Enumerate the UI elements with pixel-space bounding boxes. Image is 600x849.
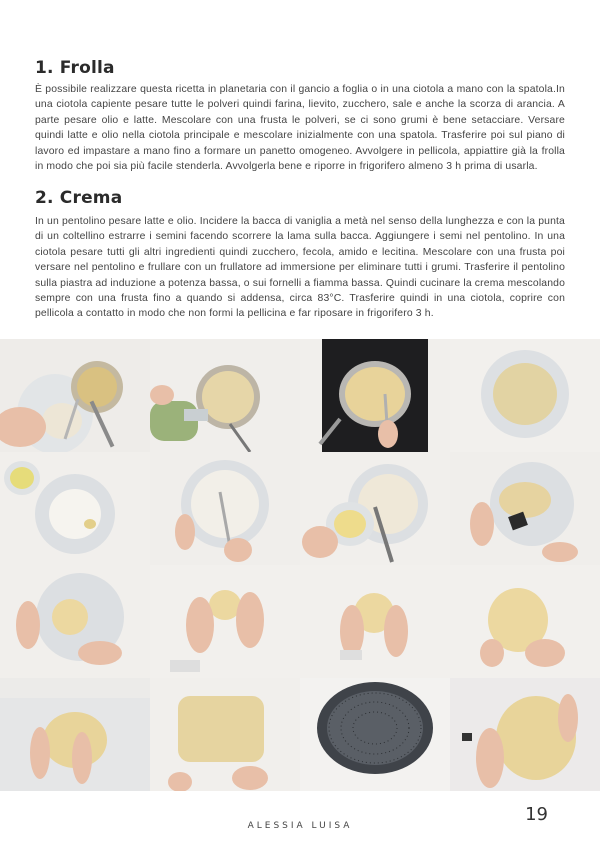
photo-flour-in-bowl bbox=[0, 452, 150, 565]
photo-flattening-dough bbox=[450, 565, 600, 678]
author-name: ALESSIA LUISA bbox=[247, 821, 353, 831]
photo-wrapped-dough bbox=[150, 678, 300, 791]
photo-kneading-in-bowl bbox=[0, 565, 150, 678]
photo-pouring-liquids bbox=[300, 452, 450, 565]
photo-whisking-in-saucepan bbox=[0, 339, 150, 452]
photo-cream-in-bowl bbox=[450, 339, 600, 452]
section-title-crema: 2. Crema bbox=[35, 188, 123, 208]
section-body-frolla: È possibile realizzare questa ricetta in planetaria con il gancio a foglia o in una ciotola a mano con la spatola.In una ciotola capiente pesare tutte le polveri quindi farina, lievito, zucchero, sale e anche la scorza di arancia. A parte pesare olio e latte. Mescolare con una frusta le polveri, se ci sono grumi è bene setacciare. Versare quindi latte e olio nella ciotola principale e mescolare inizialmente con una spatola. Trasferire poi sul piano di lavoro ed impastare a mano fino a formare un panetto omogeneo. Avvolgere in pellicola, appiattire già la frolla in modo che poi sia più facile stenderla. Avvolgerla bene e riporre in frigorifero almeno 3 h prima di usarla. bbox=[35, 84, 565, 173]
photo-rolled-dough bbox=[450, 678, 600, 791]
photo-mixing-with-spatula bbox=[450, 452, 600, 565]
photo-immersion-blender-saucepan bbox=[150, 339, 300, 452]
photo-saucepan-on-induction bbox=[300, 339, 450, 452]
photo-perforated-tart-pan bbox=[300, 678, 450, 791]
photo-whisking-flour bbox=[150, 452, 300, 565]
photo-shaping-dough bbox=[150, 565, 300, 678]
section-title-frolla: 1. Frolla bbox=[35, 58, 115, 78]
section-body-crema: In un pentolino pesare latte e olio. Incidere la bacca di vaniglia a metà nel senso della lunghezza e con la punta di un coltellino estrarre i semini facendo scorrere la lama sulla bacca. Aggiungere i semi nel pentolino. In una ciotola pesare tutti gli altri ingredienti quindi zucchero, fecola, amido e lecitina. Mescolare con una frusta poi versare nel pentolino e frullare con un frullatore ad immersione per eliminare tutti i grumi. Trasferire il pentolino sulla piastra ad induzione a potenza bassa, o sui fornelli a fiamma bassa. Quindi cucinare la crema mescolando sempre con una frusta fino a quando si addensa, circa 83°C. Trasferire quindi in una ciotola, coprire con pellicola a contatto in modo che non formi la pellicina e far riposare in frigorifero 3 h. bbox=[35, 216, 565, 320]
step-photo-grid bbox=[0, 339, 600, 791]
page-number: 19 bbox=[525, 804, 548, 825]
photo-dough-ball bbox=[300, 565, 450, 678]
photo-dough-on-film bbox=[0, 678, 150, 791]
